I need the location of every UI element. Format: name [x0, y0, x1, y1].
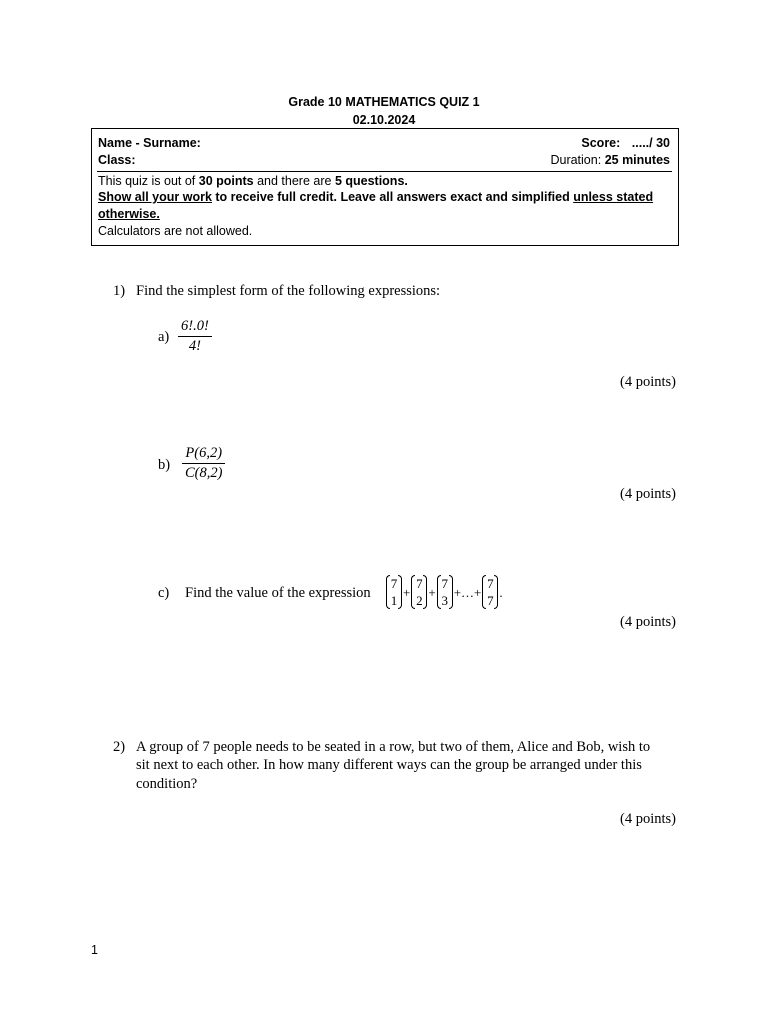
binomial-term — [437, 575, 453, 611]
calculator-rule: Calculators are not allowed. — [98, 224, 253, 238]
instructions-line-2 — [98, 190, 670, 207]
class-label: Class: — [98, 153, 136, 167]
plus-sign: + — [403, 585, 411, 600]
binom-n: 7 — [416, 576, 423, 591]
binom-n: 7 — [441, 576, 448, 591]
q1b-label: b) — [158, 457, 171, 473]
instr-text: to receive full credit. Leave all answers exact and simplified — [211, 190, 574, 204]
unless-stated-text: unless stated — [573, 190, 654, 204]
binom-k: 7 — [487, 593, 494, 608]
binom-k: 2 — [416, 593, 423, 608]
q1a-points: (4 points) — [620, 374, 676, 390]
binomial-term — [482, 575, 498, 611]
quiz-title: Grade 10 MATHEMATICS QUIZ 1 — [288, 95, 480, 109]
duration-label: Duration: — [550, 153, 602, 167]
q1c-prompt: Find the value of the expression — [185, 585, 371, 601]
otherwise-text: otherwise. — [98, 207, 160, 221]
q1c-expression — [385, 575, 503, 611]
q1b-fraction — [182, 445, 225, 482]
q1a-denominator: 4! — [188, 338, 201, 354]
q1c-points: (4 points) — [620, 614, 676, 630]
total-points: 30 points — [198, 174, 254, 188]
q1c-label: c) — [158, 585, 170, 601]
binomial-term — [411, 575, 427, 611]
ellipsis: +…+ — [453, 585, 482, 600]
quiz-date: 02.10.2024 — [352, 113, 416, 127]
binom-n: 7 — [390, 576, 398, 591]
question-count: 5 questions. — [334, 174, 408, 188]
instructions-line-3 — [98, 207, 670, 224]
page-number: 1 — [91, 943, 98, 957]
name-surname-label: Name - Surname: — [98, 136, 201, 150]
q1-prompt: Find the simplest form of the following expressions: — [136, 283, 441, 299]
instructions-line-4 — [98, 224, 670, 241]
binom-n: 7 — [487, 576, 494, 591]
instr-text: and there are — [253, 174, 335, 188]
instructions-line-1 — [98, 174, 670, 191]
q1-number: 1) — [113, 283, 126, 299]
q1a-fraction — [178, 318, 212, 355]
binom-k: 1 — [390, 593, 398, 608]
q1b-denominator: C(8,2) — [185, 465, 223, 481]
score-value: ...../ 30 — [631, 136, 670, 150]
instr-text: This quiz is out of — [98, 174, 199, 188]
quiz-info-box — [91, 128, 679, 246]
q2-points: (4 points) — [620, 811, 676, 827]
duration-value: 25 minutes — [604, 153, 670, 167]
q2-line-2: sit next to each other. In how many different ways can the group be arranged under this — [136, 757, 642, 773]
fraction-bar — [182, 463, 225, 464]
fraction-bar — [178, 336, 212, 337]
show-work-text: Show all your work — [98, 190, 212, 204]
q1a-label: a) — [158, 329, 170, 345]
q2-number: 2) — [113, 739, 126, 755]
binom-k: 3 — [441, 593, 448, 608]
duration-field — [550, 153, 670, 167]
binomial-term — [386, 575, 402, 611]
q1b-numerator: P(6,2) — [185, 445, 223, 461]
q1a-numerator: 6!.0! — [181, 318, 209, 334]
score-label: Score: — [581, 136, 621, 150]
period: . — [499, 585, 503, 600]
q2-line-1: A group of 7 people needs to be seated in a row, but two of them, Alice and Bob, wish to — [136, 739, 651, 755]
q2-line-3: condition? — [136, 776, 198, 792]
name-score-row — [98, 136, 670, 153]
plus-sign: + — [428, 585, 436, 600]
info-divider — [97, 171, 672, 172]
class-duration-row — [98, 153, 670, 170]
q1b-points: (4 points) — [620, 486, 676, 502]
score-field — [581, 136, 670, 150]
